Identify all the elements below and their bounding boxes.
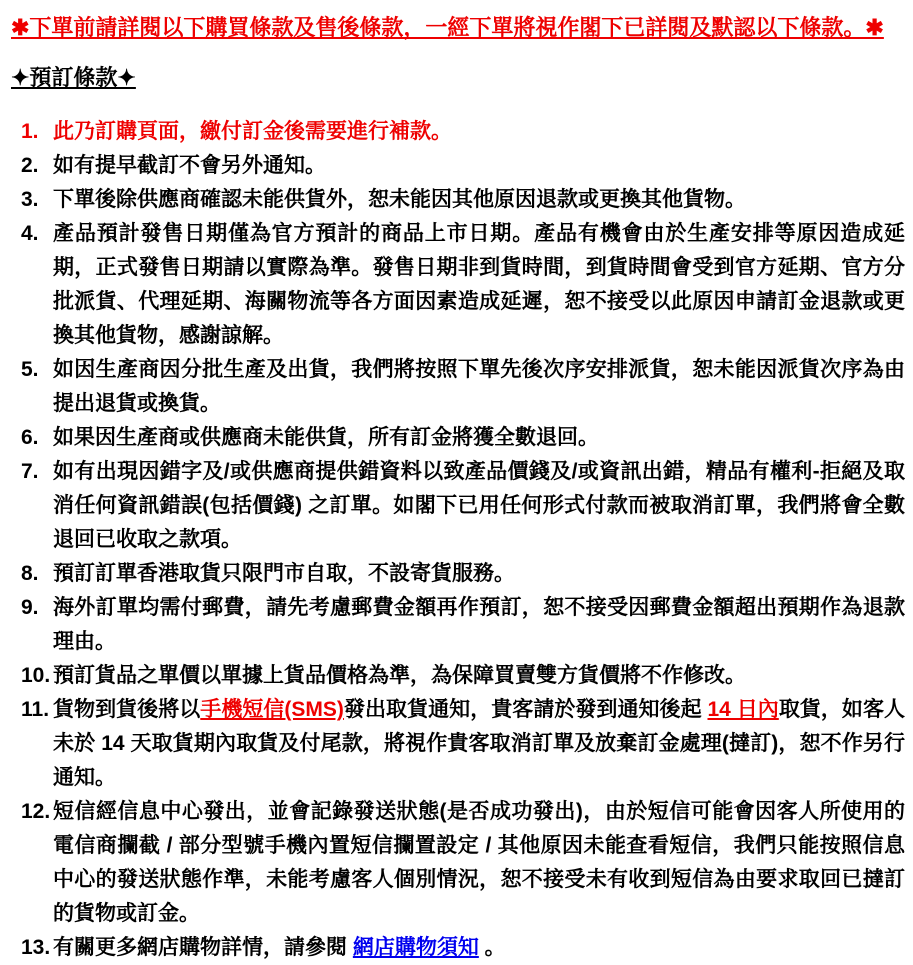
terms-list bbox=[10, 115, 905, 965]
term-number: 13. bbox=[21, 936, 51, 959]
pre-order-warning: ✱下單前請詳閱以下購買條款及售後條款，一經下單將視作閣下已詳閱及默認以下條款。✱ bbox=[11, 15, 884, 40]
term-text: 如有提早截訂不會另外通知。 bbox=[53, 154, 326, 177]
term-number: 12. bbox=[21, 800, 51, 823]
term-number: 9. bbox=[21, 596, 39, 619]
term-number: 11. bbox=[21, 698, 50, 721]
term-text: 如有出現因錯字及/或供應商提供錯資料以致產品價錢及/或資訊出錯，精品有權利-拒絕及取消任何資訊錯誤(包括價錢) 之訂單。如閣下已用任何形式付款而被取消訂單，我們將會全數退回已收取之款項。 bbox=[53, 460, 905, 551]
term-text: 產品預計發售日期僅為官方預計的商品上市日期。產品有機會由於生產安排等原因造成延期，正式發售日期請以實際為準。發售日期非到貨時間，到貨時間會受到官方延期、官方分批派貨、代理延期、海關物流等各方面因素造成延遲，恕不接受以此原因申請訂金退款或更換其他貨物，感謝諒解。 bbox=[53, 222, 905, 347]
term-item-13 bbox=[10, 931, 905, 965]
term-item-1 bbox=[10, 115, 905, 149]
term-item-3 bbox=[10, 183, 905, 217]
term-number: 4. bbox=[21, 222, 39, 245]
term-item-4 bbox=[10, 217, 905, 353]
sms-notice-highlight: 手機短信(SMS) bbox=[200, 698, 344, 721]
term-item-12 bbox=[10, 795, 905, 931]
pickup-deadline-highlight: 14 日內 bbox=[707, 698, 779, 721]
term-number: 10. bbox=[21, 664, 51, 687]
term-item-2 bbox=[10, 149, 905, 183]
term-text: 預訂貨品之單價以單據上貨品價格為準，為保障買賣雙方貨價將不作修改。 bbox=[53, 664, 746, 687]
term-item-5 bbox=[10, 353, 905, 421]
term-number: 2. bbox=[21, 154, 39, 177]
term-number: 7. bbox=[21, 460, 39, 483]
term-text: 海外訂單均需付郵費，請先考慮郵費金額再作預訂，恕不接受因郵費金額超出預期作為退款理由。 bbox=[53, 596, 905, 653]
term-text: 有關更多網店購物詳情，請參閱 bbox=[53, 936, 353, 959]
term-number: 6. bbox=[21, 426, 39, 449]
term-text: 貨物到貨後將以 bbox=[53, 698, 201, 721]
term-text: 下單後除供應商確認未能供貨外，恕未能因其他原因退款或更換其他貨物。 bbox=[53, 188, 746, 211]
term-text: 短信經信息中心發出，並會記錄發送狀態(是否成功發出)，由於短信可能會因客人所使用的電信商攔截 / 部分型號手機內置短信攔置設定 / 其他原因未能查看短信，我們只能按照信息中心的發送狀態作準，未能考慮客人個別情況，恕不接受未有收到短信為由要求取回已撻訂的貨物或訂金。 bbox=[53, 800, 905, 925]
term-number: 5. bbox=[21, 358, 39, 381]
term-item-11 bbox=[10, 693, 905, 795]
term-text: 如因生產商因分批生產及出貨，我們將按照下單先後次序安排派貨，恕未能因派貨次序為由提出退貨或換貨。 bbox=[53, 358, 905, 415]
term-text: 此乃訂購頁面，繳付訂金後需要進行補款。 bbox=[53, 120, 452, 143]
term-text: 如果因生產商或供應商未能供貨，所有訂金將獲全數退回。 bbox=[53, 426, 599, 449]
shop-guide-link[interactable]: 網店購物須知 bbox=[352, 936, 479, 959]
term-number: 1. bbox=[21, 120, 39, 143]
term-number: 3. bbox=[21, 188, 39, 211]
term-item-9 bbox=[10, 591, 905, 659]
section-title: ✦預訂條款✦ bbox=[11, 65, 136, 90]
term-item-7 bbox=[10, 455, 905, 557]
term-item-10 bbox=[10, 659, 905, 693]
term-text: 發出取貨通知，貴客請於發到通知後起 bbox=[343, 698, 708, 721]
term-item-8 bbox=[10, 557, 905, 591]
term-text: 預訂訂單香港取貨只限門市自取，不設寄貨服務。 bbox=[53, 562, 515, 585]
term-number: 8. bbox=[21, 562, 39, 585]
term-text: 取貨，如客人未於 14 天取貨期內取貨及付尾款，將視作貴客取消訂單及放棄訂金處理(撻訂)，恕不作另行通知。 bbox=[53, 698, 906, 789]
term-item-6 bbox=[10, 421, 905, 455]
term-text: 。 bbox=[478, 936, 506, 959]
